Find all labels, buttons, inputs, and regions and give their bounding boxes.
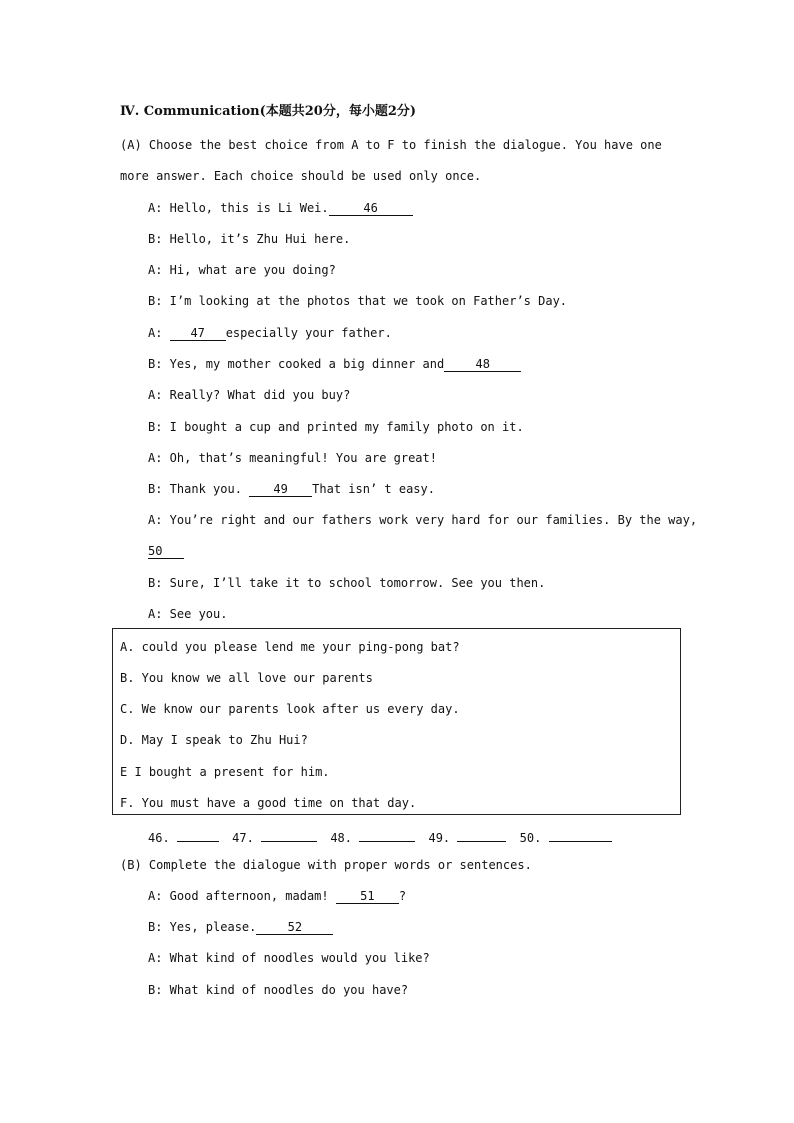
dialogue-line: A: Hi, what are you doing? bbox=[148, 263, 336, 277]
answer-row bbox=[148, 826, 618, 846]
dialogue-text: B: Yes, my mother cooked a big dinner and bbox=[148, 357, 445, 371]
dialogue-line bbox=[148, 200, 413, 216]
part-b-instruction: (B) Complete the dialogue with proper words or sentences. bbox=[120, 858, 532, 872]
dialogue-line: A: See you. bbox=[148, 607, 228, 621]
blank-50[interactable]: 50 bbox=[148, 543, 184, 559]
answer-blank-49[interactable] bbox=[457, 826, 506, 842]
dialogue-line bbox=[148, 325, 392, 341]
answer-label-47: 47. bbox=[232, 831, 254, 845]
dialogue-line bbox=[148, 356, 521, 372]
option-d: D. May I speak to Zhu Hui? bbox=[120, 733, 308, 747]
dialogue-line bbox=[148, 919, 333, 935]
answer-label-48: 48. bbox=[330, 831, 352, 845]
dialogue-text: ? bbox=[398, 889, 407, 903]
answer-label-50: 50. bbox=[519, 831, 542, 845]
blank-48[interactable]: 48 bbox=[444, 356, 521, 372]
blank-52[interactable]: 52 bbox=[256, 919, 333, 935]
dialogue-text: especially your father. bbox=[225, 326, 392, 340]
option-c: C. We know our parents look after us every day. bbox=[120, 702, 460, 716]
dialogue-text: A: Hello, this is Li Wei. bbox=[148, 201, 329, 215]
answer-blank-46[interactable] bbox=[177, 826, 219, 842]
dialogue-line: A: What kind of noodles would you like? bbox=[148, 951, 430, 965]
dialogue-line: B: Sure, I’ll take it to school tomorrow. See you then. bbox=[148, 576, 546, 590]
answer-blank-50[interactable] bbox=[549, 826, 612, 842]
dialogue-text: A: Good afternoon, madam! bbox=[148, 889, 336, 903]
blank-49[interactable]: 49 bbox=[249, 481, 312, 497]
option-b: B. You know we all love our parents bbox=[120, 671, 373, 685]
part-a-instruction-line-2: more answer. Each choice should be used only once. bbox=[120, 169, 482, 183]
blank-46[interactable]: 46 bbox=[329, 200, 413, 216]
answer-blank-47[interactable] bbox=[261, 826, 317, 842]
dialogue-line: A: You’re right and our fathers work very hard for our families. By the way, bbox=[148, 513, 698, 527]
option-f: F. You must have a good time on that day. bbox=[120, 796, 417, 810]
section-heading: Ⅳ. Communication(本题共20分，每小题2分) bbox=[120, 104, 417, 119]
dialogue-text: That isn’ t easy. bbox=[312, 482, 435, 496]
dialogue-line bbox=[148, 481, 435, 497]
blank-47[interactable]: 47 bbox=[170, 325, 226, 341]
dialogue-line: B: Hello, it’s Zhu Hui here. bbox=[148, 232, 351, 246]
dialogue-line: B: I’m looking at the photos that we took on Father’s Day. bbox=[148, 294, 568, 308]
dialogue-text: B: Yes, please. bbox=[148, 920, 257, 934]
answer-label-46: 46. bbox=[148, 831, 170, 845]
dialogue-text: B: Thank you. bbox=[148, 482, 250, 496]
options-box bbox=[112, 628, 681, 815]
dialogue-line: B: What kind of noodles do you have? bbox=[148, 983, 409, 997]
dialogue-line: B: I bought a cup and printed my family photo on it. bbox=[148, 420, 524, 434]
answer-label-49: 49. bbox=[428, 831, 451, 845]
dialogue-line bbox=[148, 888, 406, 904]
part-a-instruction-line-1: (A) Choose the best choice from A to F to finish the dialogue. You have one bbox=[120, 138, 662, 152]
dialogue-line: A: Oh, that’s meaningful! You are great! bbox=[148, 451, 437, 465]
dialogue-text: A: bbox=[148, 326, 170, 340]
dialogue-line: A: Really? What did you buy? bbox=[148, 388, 351, 402]
answer-blank-48[interactable] bbox=[359, 826, 415, 842]
option-e: E I bought a present for him. bbox=[120, 765, 330, 779]
dialogue-line bbox=[148, 543, 184, 559]
blank-51[interactable]: 51 bbox=[336, 888, 399, 904]
option-a: A. could you please lend me your ping-pong bat? bbox=[120, 640, 460, 654]
